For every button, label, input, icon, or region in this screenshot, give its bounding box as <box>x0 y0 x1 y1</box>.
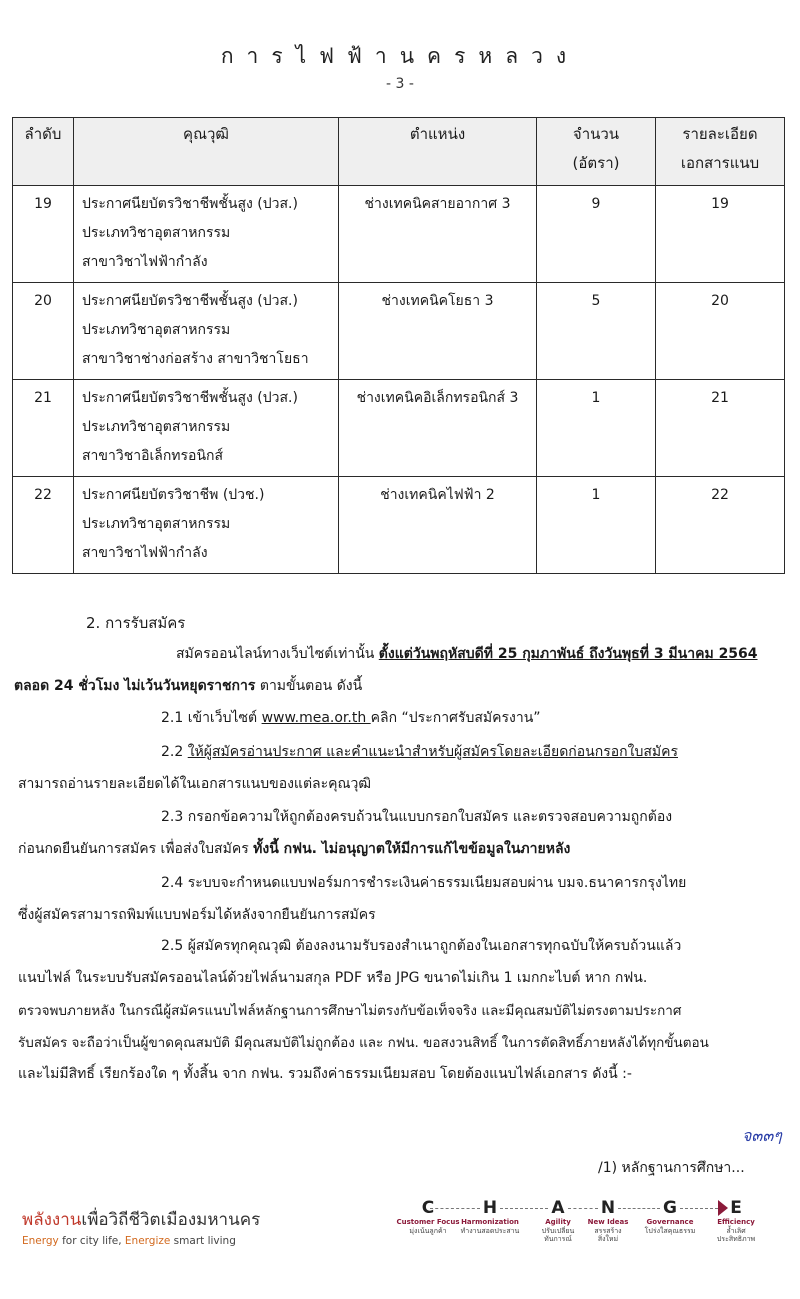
step-2-3: 2.3 กรอกข้อความให้ถูกต้องครบถ้วนในแบบกรอกใบสมัคร และตรวจสอบความถูกต้อง <box>161 809 673 825</box>
slogan-thai-rest: เพื่อวิถีชีวิตเมืองมหานคร <box>81 1210 261 1230</box>
slogan-english <box>22 1235 260 1247</box>
step-text: 2.1 เข้าเว็บไซต์ <box>161 710 262 726</box>
cell-count: 1 <box>537 380 656 477</box>
qual-line: สาขาวิชาไฟฟ้ากำลัง <box>82 254 208 270</box>
value-thai: สิ่งใหม่ <box>597 1235 619 1243</box>
table-row <box>13 477 785 574</box>
qual-line: ประกาศนียบัตรวิชาชีพชั้นสูง (ปวส.) <box>82 293 298 309</box>
organization-title: การไฟฟ้านครหลวง <box>220 44 580 68</box>
step-2-5: 2.5 ผู้สมัครทุกคุณวุฒิ ต้องลงนามรับรองสำเนาถูกต้องในเอกสารทุกฉบับให้ครบถ้วนแล้ว <box>161 938 682 954</box>
cell-position: ช่างเทคนิคโยธา 3 <box>339 283 537 380</box>
value-letter: C <box>421 1198 435 1218</box>
intro-line-2 <box>14 675 362 697</box>
intro-bold: ตลอด 24 ชั่วโมง ไม่เว้นวันหยุดราชการ <box>14 678 256 694</box>
header-count-line1: จำนวน <box>572 125 620 143</box>
value-new-ideas <box>573 1198 643 1243</box>
qual-line: สาขาวิชาอิเล็กทรอนิกส์ <box>82 448 224 464</box>
step-2-5-line5: และไม่มีสิทธิ์ เรียกร้องใด ๆ ทั้งสิ้น จาก กฟน. รวมถึงค่าธรรมเนียมสอบ โดยต้องแนบไฟล์เอกสาร ดังนี้ :- <box>18 1066 632 1082</box>
cell-qualification <box>74 477 339 574</box>
value-letter: G <box>663 1198 677 1218</box>
step-2-3-line2 <box>18 838 570 860</box>
header-detail-line2: เอกสารแนบ <box>680 154 760 172</box>
value-letter: E <box>730 1198 742 1218</box>
value-thai: โปร่งใสคุณธรรม <box>644 1227 696 1235</box>
step-text-underlined: ให้ผู้สมัครอ่านประกาศ และคำแนะนำสำหรับผู้สมัครโดยละเอียดก่อนกรอกใบสมัคร <box>187 744 678 760</box>
qual-line: ประกาศนียบัตรวิชาชีพ (ปวช.) <box>82 487 265 503</box>
header-qualification: คุณวุฒิ <box>74 118 339 186</box>
change-values-logo <box>396 1198 756 1258</box>
slogan-thai <box>22 1206 260 1233</box>
cell-count: 9 <box>537 186 656 283</box>
header-position: ตำแหน่ง <box>339 118 537 186</box>
value-thai: ทันการณ์ <box>544 1235 572 1243</box>
value-customer-focus <box>393 1198 463 1235</box>
value-thai: ทำงานสอดประสาน <box>460 1227 520 1235</box>
value-letter: N <box>600 1198 616 1218</box>
footer-slogan <box>22 1206 260 1247</box>
qual-line: ประเภทวิชาอุตสาหกรรม <box>82 322 231 338</box>
cell-order: 21 <box>13 380 74 477</box>
value-english: Efficiency <box>717 1218 755 1226</box>
slogan-en-text: smart living <box>170 1235 236 1247</box>
value-thai: ปรับเปลี่ยน <box>541 1227 575 1235</box>
qual-line: ประเภทวิชาอุตสาหกรรม <box>82 419 231 435</box>
intro-line-1 <box>176 643 758 665</box>
cell-attachment: 22 <box>656 477 785 574</box>
cell-position: ช่างเทคนิคสายอากาศ 3 <box>339 186 537 283</box>
cell-attachment: 21 <box>656 380 785 477</box>
header-count-line2: (อัตรา) <box>572 154 620 172</box>
slogan-en-energy: Energy <box>22 1235 59 1247</box>
header-attachment <box>656 118 785 186</box>
step-2-4-line2: ซึ่งผู้สมัครสามารถพิมพ์แบบฟอร์มได้หลังจากยืนยันการสมัคร <box>18 907 376 923</box>
step-number: 2.2 <box>161 744 188 760</box>
step-text: คลิก “ประกาศรับสมัครงาน” <box>370 710 541 726</box>
step-2-2 <box>161 741 678 763</box>
header-count <box>537 118 656 186</box>
page-number: - 3 - <box>386 76 414 92</box>
value-english: Governance <box>646 1218 694 1226</box>
cell-position: ช่างเทคนิคอิเล็กทรอนิกส์ 3 <box>339 380 537 477</box>
intro-text: สมัครออนไลน์ทางเว็บไซต์เท่านั้น <box>176 646 379 662</box>
step-2-5-line3: ตรวจพบภายหลัง ในกรณีผู้สมัครแนบไฟล์หลักฐานการศึกษาไม่ตรงกับข้อเท็จจริง และมีคุณสมบัติไม่ตรงตามประกาศ <box>18 1003 682 1019</box>
qual-line: ประเภทวิชาอุตสาหกรรม <box>82 516 231 532</box>
step-text: ก่อนกดยืนยันการสมัคร เพื่อส่งใบสมัคร <box>18 841 254 857</box>
cell-attachment: 20 <box>656 283 785 380</box>
step-2-2-line2: สามารถอ่านรายละเอียดได้ในเอกสารแนบของแต่ละคุณวุฒิ <box>18 776 372 792</box>
step-2-4: 2.4 ระบบจะกำหนดแบบฟอร์มการชำระเงินค่าธรรมเนียมสอบผ่าน บมจ.ธนาคารกรุงไทย <box>161 875 687 891</box>
slogan-en-energize: Energize <box>124 1235 171 1247</box>
table-header-row <box>13 118 785 186</box>
value-efficiency <box>701 1198 771 1243</box>
value-english: Customer Focus <box>396 1218 460 1226</box>
mea-website-link[interactable]: www.mea.or.th <box>261 710 371 726</box>
step-2-5-line4: รับสมัคร จะถือว่าเป็นผู้ขาดคุณสมบัติ มีคุณสมบัติไม่ถูกต้อง และ กฟน. ขอสงวนสิทธิ์ ในการตัดสิทธิ์ภายหลังได้ทุกขั้นตอน <box>18 1035 709 1051</box>
value-thai: สรรสร้าง <box>594 1227 622 1235</box>
value-governance <box>635 1198 705 1235</box>
intro-rest: ตามขั้นตอน ดังนี้ <box>255 678 363 694</box>
header-order: ลำดับ <box>13 118 74 186</box>
table-row <box>13 283 785 380</box>
table-row <box>13 380 785 477</box>
header-detail-line1: รายละเอียด <box>682 125 758 143</box>
qualifications-table <box>12 117 785 574</box>
application-period: ตั้งแต่วันพฤหัสบดีที่ 25 กุมภาพันธ์ ถึงวันพุธที่ 3 มีนาคม 2564 <box>378 646 758 662</box>
cell-order: 19 <box>13 186 74 283</box>
cell-qualification <box>74 186 339 283</box>
cell-attachment: 19 <box>656 186 785 283</box>
value-english: Harmonization <box>461 1218 519 1226</box>
cell-qualification <box>74 283 339 380</box>
value-thai: ประสิทธิภาพ <box>716 1235 756 1243</box>
cell-count: 5 <box>537 283 656 380</box>
value-english: Agility <box>545 1218 571 1226</box>
qual-line: สาขาวิชาช่างก่อสร้าง สาขาวิชาโยธา <box>82 351 309 367</box>
step-2-1 <box>161 707 541 729</box>
step-2-5-line2: แนบไฟล์ ในระบบรับสมัครออนไลน์ด้วยไฟล์นามสกุล PDF หรือ JPG ขนาดไม่เกิน 1 เมกกะไบต์ หาก กฟน. <box>18 970 648 986</box>
qual-line: สาขาวิชาไฟฟ้ากำลัง <box>82 545 208 561</box>
cell-qualification <box>74 380 339 477</box>
continuation-text: /1) หลักฐานการศึกษา... <box>598 1160 745 1176</box>
slogan-en-text: for city life, <box>58 1235 125 1247</box>
value-thai: มุ่งเน้นลูกค้า <box>409 1227 447 1235</box>
qual-line: ประกาศนียบัตรวิชาชีพชั้นสูง (ปวส.) <box>82 196 298 212</box>
qual-line: ประเภทวิชาอุตสาหกรรม <box>82 225 231 241</box>
step-text-bold: ทั้งนี้ กฟน. ไม่อนุญาตให้มีการแก้ไขข้อมูลในภายหลัง <box>253 841 571 857</box>
cell-position: ช่างเทคนิคไฟฟ้า 2 <box>339 477 537 574</box>
handwritten-initials: จ๓๓ๆ <box>742 1126 782 1145</box>
value-letter: A <box>551 1198 565 1218</box>
cell-order: 22 <box>13 477 74 574</box>
table-row <box>13 186 785 283</box>
value-letter: H <box>482 1198 498 1218</box>
section-heading: 2. การรับสมัคร <box>86 614 186 632</box>
value-english: New Ideas <box>587 1218 629 1226</box>
slogan-thai-highlight: พลังงาน <box>22 1210 82 1230</box>
value-thai: ล้ำเลิศ <box>726 1227 746 1235</box>
value-harmonization <box>455 1198 525 1235</box>
cell-count: 1 <box>537 477 656 574</box>
cell-order: 20 <box>13 283 74 380</box>
qual-line: ประกาศนียบัตรวิชาชีพชั้นสูง (ปวส.) <box>82 390 298 406</box>
